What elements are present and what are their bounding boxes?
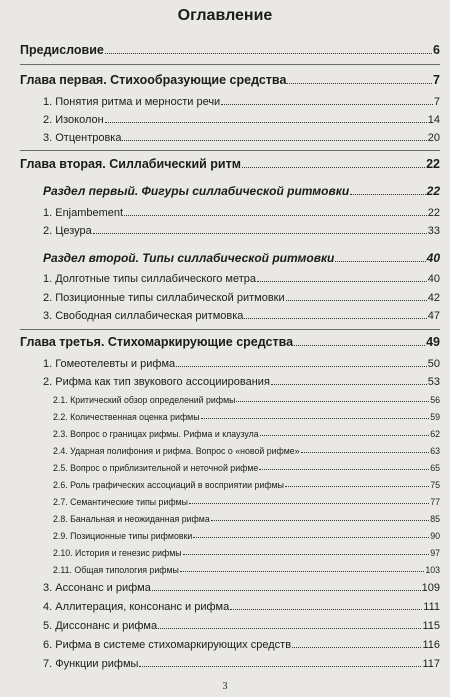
toc-page-number: 42 xyxy=(427,292,440,304)
toc-page-number: 85 xyxy=(430,514,440,524)
toc-page-number: 115 xyxy=(422,620,440,632)
toc-entry-preface xyxy=(20,43,440,57)
toc-label: Раздел первый. Фигуры силлабической ритмовки xyxy=(43,184,350,198)
toc-subentry xyxy=(53,412,440,422)
dot-leader xyxy=(211,520,429,521)
toc-label: 2.3. Вопрос о границах рифмы. Рифма и клаузула xyxy=(53,429,259,439)
toc-entry-chapter-2 xyxy=(20,157,440,171)
toc-label: 2.1. Критический обзор определений рифмы xyxy=(53,395,236,405)
toc-page-number: 75 xyxy=(430,480,440,490)
dot-leader xyxy=(201,418,430,419)
toc-label: Раздел второй. Типы силлабической ритмовки xyxy=(43,251,335,265)
toc-label: 1. Гомеотелевты и рифма xyxy=(43,358,176,370)
dot-leader xyxy=(152,590,421,591)
toc-label: 3. Свободная силлабическая ритмовка xyxy=(43,310,244,322)
toc-label: 2.4. Ударная полифония и рифма. Вопрос о «новой рифме» xyxy=(53,446,300,456)
toc-label: 3. Отцентровка xyxy=(43,132,122,144)
toc-entry-chapter-1 xyxy=(20,73,440,87)
toc-page-number: 90 xyxy=(430,531,440,541)
toc-entry xyxy=(43,207,440,219)
toc-label: 2. Позиционные типы силлабической ритмовки xyxy=(43,292,285,304)
dot-leader xyxy=(271,384,427,385)
dot-leader xyxy=(105,53,432,54)
toc-subentry xyxy=(53,548,440,558)
toc-page-number: 14 xyxy=(427,114,440,126)
toc-label: 2.9. Позиционные типы рифмовки xyxy=(53,531,193,541)
dot-leader xyxy=(193,537,429,538)
toc-page-number: 63 xyxy=(430,446,440,456)
toc-label: 2. Цезура xyxy=(43,225,92,237)
toc-label: 2.5. Вопрос о приблизительной и неточной рифме xyxy=(53,463,259,473)
toc-label: 2.8. Банальная и неожиданная рифма xyxy=(53,514,210,524)
toc-label: 2.2. Количественная оценка рифмы xyxy=(53,412,200,422)
dot-leader xyxy=(301,452,430,453)
toc-subentry xyxy=(53,429,440,439)
dot-leader xyxy=(292,647,421,648)
toc-label: Предисловие xyxy=(20,43,104,57)
toc-page-number: 7 xyxy=(433,96,440,108)
toc-entry xyxy=(43,132,440,144)
dot-leader xyxy=(244,318,426,319)
toc-entry xyxy=(43,273,440,285)
dot-leader xyxy=(260,435,430,436)
dot-leader xyxy=(257,281,427,282)
toc-label: Глава третья. Стихомаркирующие средства xyxy=(20,335,294,349)
toc-entry xyxy=(43,225,440,237)
toc-label: 2. Изоколон xyxy=(43,114,104,126)
toc-page-number: 22 xyxy=(426,184,440,198)
toc-entry xyxy=(43,358,440,370)
toc-entry xyxy=(43,639,440,651)
toc-label: 1. Долготные типы силлабического метра xyxy=(43,273,257,285)
toc-page-number: 59 xyxy=(430,412,440,422)
dot-leader xyxy=(176,366,427,367)
toc-page-number: 117 xyxy=(422,658,440,670)
toc-page-number: 56 xyxy=(430,395,440,405)
divider xyxy=(20,329,440,330)
toc-page-number: 47 xyxy=(427,310,440,322)
toc-page-number: 116 xyxy=(422,639,440,651)
toc-page-number: 65 xyxy=(430,463,440,473)
toc-page-number: 7 xyxy=(433,73,440,87)
dot-leader xyxy=(189,503,429,504)
toc-page-number: 40 xyxy=(427,273,440,285)
dot-leader xyxy=(183,554,430,555)
dot-leader xyxy=(350,194,425,195)
dot-leader xyxy=(259,469,429,470)
dot-leader xyxy=(285,486,429,487)
toc-entry-section xyxy=(43,184,440,198)
toc-page-number: 22 xyxy=(426,157,440,171)
toc-page-number: 20 xyxy=(427,132,440,144)
dot-leader xyxy=(294,345,425,346)
dot-leader xyxy=(286,300,427,301)
toc-subentry xyxy=(53,463,440,473)
toc-subentry xyxy=(53,446,440,456)
toc-page-number: 109 xyxy=(421,582,440,594)
dot-leader xyxy=(93,233,427,234)
toc-entry xyxy=(43,582,440,594)
dot-leader xyxy=(105,122,427,123)
dot-leader xyxy=(180,571,424,572)
page-number: 3 xyxy=(222,681,228,692)
toc-page-number: 6 xyxy=(433,43,440,57)
toc-label: 2.11. Общая типология рифмы xyxy=(53,565,179,575)
toc-entry xyxy=(43,601,440,613)
toc-label: Глава первая. Стихообразующие средства xyxy=(20,73,287,87)
dot-leader xyxy=(236,401,429,402)
toc-entry-chapter-3 xyxy=(20,335,440,349)
toc-subentry xyxy=(53,497,440,507)
toc-entry xyxy=(43,114,440,126)
toc-page-number: 22 xyxy=(427,207,440,219)
toc-label: 1. Понятия ритма и мерности речи xyxy=(43,96,221,108)
dot-leader xyxy=(230,609,422,610)
toc-page-number: 49 xyxy=(426,335,440,349)
toc-label: 2. Рифма как тип звукового ассоциирования xyxy=(43,376,270,388)
dot-leader xyxy=(242,167,425,168)
toc-subentry xyxy=(53,565,440,575)
toc-label: 2.6. Роль графических ассоциаций в восприятии рифмы xyxy=(53,480,284,490)
toc-label: 3. Ассонанс и рифма xyxy=(43,582,151,594)
toc-page-number: 62 xyxy=(430,429,440,439)
toc-subentry xyxy=(53,514,440,524)
dot-leader xyxy=(335,261,425,262)
dot-leader xyxy=(139,666,421,667)
toc-entry xyxy=(43,292,440,304)
toc-entry xyxy=(43,658,440,670)
toc-label: 6. Рифма в системе стихомаркирующих средств xyxy=(43,639,292,651)
toc-label: 7. Функции рифмы xyxy=(43,658,139,670)
toc-entry xyxy=(43,96,440,108)
toc-page-number: 33 xyxy=(427,225,440,237)
dot-leader xyxy=(287,83,432,84)
toc-page-number: 103 xyxy=(425,565,440,575)
toc-label: 2.7. Семантические типы рифмы xyxy=(53,497,188,507)
toc-label: Глава вторая. Силлабический ритм xyxy=(20,157,241,171)
toc-page-number: 77 xyxy=(430,497,440,507)
dot-leader xyxy=(221,104,433,105)
toc-entry xyxy=(43,620,440,632)
toc-label: 2.10. История и генезис рифмы xyxy=(53,548,182,558)
toc-page-number: 40 xyxy=(426,251,440,265)
page-title: Оглавление xyxy=(177,7,273,24)
divider xyxy=(20,150,440,151)
divider xyxy=(20,64,440,65)
toc-subentry xyxy=(53,531,440,541)
toc-page-number: 50 xyxy=(427,358,440,370)
toc-page-number: 97 xyxy=(430,548,440,558)
toc-subentry xyxy=(53,395,440,405)
dot-leader xyxy=(124,215,427,216)
toc-page-number: 53 xyxy=(427,376,440,388)
dot-leader xyxy=(158,628,421,629)
toc-label: 1. Enjambement xyxy=(43,207,124,219)
toc-subentry xyxy=(53,480,440,490)
toc-page-number: 111 xyxy=(423,601,440,613)
dot-leader xyxy=(122,140,426,141)
toc-entry-section xyxy=(43,251,440,265)
toc-entry xyxy=(43,376,440,388)
toc-label: 5. Диссонанс и рифма xyxy=(43,620,158,632)
toc-label: 4. Аллитерация, консонанс и рифма xyxy=(43,601,230,613)
toc-entry xyxy=(43,310,440,322)
